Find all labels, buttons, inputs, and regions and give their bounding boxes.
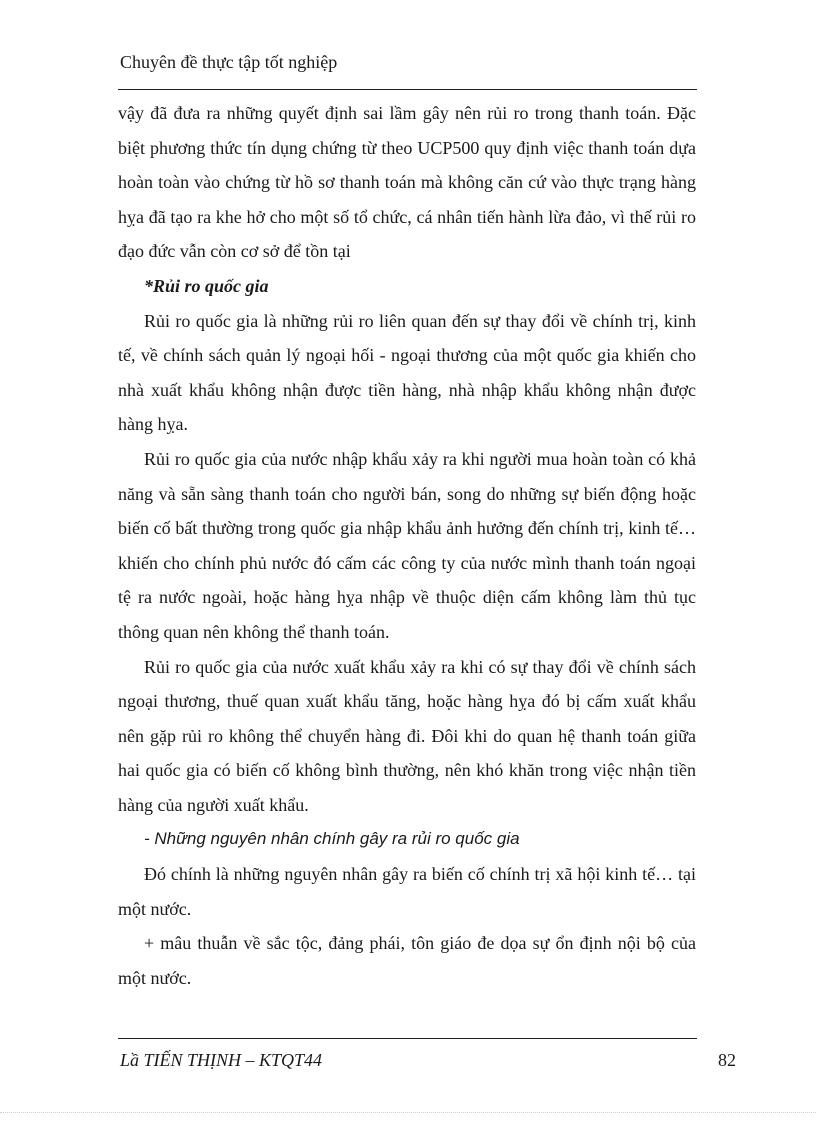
page-number: 82 (718, 1050, 736, 1070)
subheading: - Những nguyên nhân chính gây ra rủi ro quốc gia (144, 829, 520, 849)
paragraph: Đó chính là những nguyên nhân gây ra biến cố chính trị xã hội kinh tế… tại một nước. (118, 864, 696, 919)
page-edge-dots (0, 1112, 816, 1113)
section-heading: *Rủi ro quốc gia (144, 275, 269, 296)
paragraph: Rủi ro quốc gia của nước xuất khẩu xảy ra khi có sự thay đổi về chính sách ngoại thương, thuế quan xuất khẩu tăng, hoặc hàng hỵa đó bị cấm xuất khẩu nên gặp rủi ro không thể chuyển hàng đi. Đôi khi do quan hệ thanh toán giữa hai quốc gia có biến cố không bình thường, nên khó khăn trong việc nhận tiền hàng của người xuất khẩu. (118, 656, 696, 815)
paragraph: Rủi ro quốc gia là những rủi ro liên quan đến sự thay đổi về chính trị, kinh tế, về chính sách quản lý ngoại hối - ngoại thương của một quốc gia khiến cho nhà xuất khẩu không nhận được tiền hàng, nhà nhập khẩu không nhận được hàng hỵa. (118, 310, 696, 435)
header-divider (118, 89, 697, 90)
paragraph-continuation: vậy đã đưa ra những quyết định sai lầm gây nên rủi ro trong thanh toán. Đặc biệt phương thức tín dụng chứng từ theo UCP500 quy định việc thanh toán dựa hoàn toàn vào chứng từ hồ sơ thanh toán mà không căn cứ vào thực trạng hàng hỵa đã tạo ra khe hở cho một số tổ chức, cá nhân tiến hành lừa đảo, vì thế rủi ro đạo đức vẫn còn cơ sở để tồn tại (118, 103, 696, 262)
running-header: Chuyên đề thực tập tốt nghiệp (120, 52, 338, 72)
footer-divider (118, 1038, 697, 1039)
footer-author: Lầ TIẾN THỊNH – KTQT44 (120, 1050, 323, 1070)
document-body (118, 96, 696, 995)
paragraph: Rủi ro quốc gia của nước nhập khẩu xảy ra khi người mua hoàn toàn có khả năng và sẵn sàng thanh toán cho người bán, song do những sự biến động hoặc biến cố bất thường trong quốc gia nhập khẩu ảnh hưởng đến chính trị, kinh tế… khiến cho chính phủ nước đó cấm các công ty của nước mình thanh toán ngoại tệ ra nước ngoài, hoặc hàng hỵa nhập về thuộc diện cấm không làm thủ tục thông quan nên không thể thanh toán. (118, 448, 696, 642)
paragraph: + mâu thuẫn về sắc tộc, đảng phái, tôn giáo đe dọa sự ổn định nội bộ của một nước. (118, 933, 696, 988)
